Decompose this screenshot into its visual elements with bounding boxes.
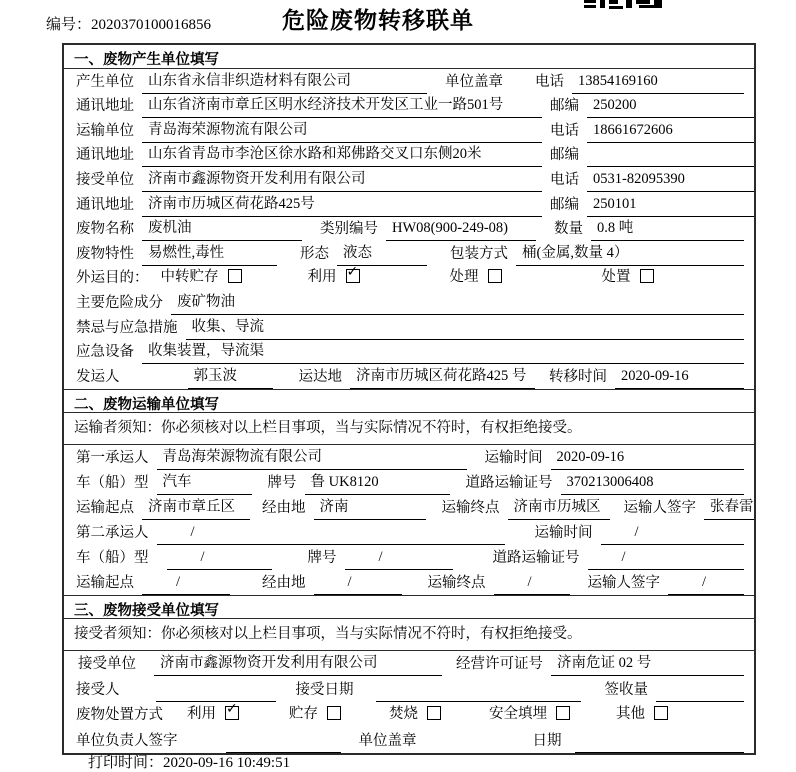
field-label: 外运目的： bbox=[76, 270, 149, 287]
form-row bbox=[64, 290, 754, 315]
section-notice: 接受者须知：你必须核对以上栏目事项，当与实际情况不符时，有权拒绝接受。 bbox=[64, 619, 754, 651]
checkbox-field bbox=[602, 266, 654, 291]
field-label: 单位盖章 bbox=[445, 73, 503, 90]
checkbox-label: 处置 bbox=[601, 269, 631, 286]
field-label: 单位盖章 bbox=[358, 732, 417, 749]
field-value: 济南 bbox=[314, 495, 426, 520]
field-label: 运输起点 bbox=[76, 574, 134, 591]
field-label: 经由地 bbox=[262, 499, 306, 516]
field-label: 电话 bbox=[550, 122, 579, 139]
form-row bbox=[64, 495, 754, 520]
serial-number: 2020370100016856 bbox=[91, 17, 212, 33]
field-label: 车（船）型 bbox=[76, 549, 149, 566]
field-value: / bbox=[588, 549, 745, 570]
form-section bbox=[64, 45, 754, 389]
field-label: 第二承运人 bbox=[76, 524, 149, 541]
page-title: 危险废物转移联单 bbox=[282, 8, 474, 34]
field-label: 经由地 bbox=[262, 574, 306, 591]
section-notice: 运输者须知：你必须核对以上栏目事项，当与实际情况不符时，有权拒绝接受。 bbox=[64, 413, 754, 445]
field-value: 桶(金属,数量 4） bbox=[516, 241, 744, 266]
field-value: 收集、导流 bbox=[186, 315, 745, 340]
field-value: 山东省青岛市李沧区徐水路和郑佛路交叉口东侧20米 bbox=[142, 143, 542, 168]
form-row bbox=[64, 702, 754, 728]
field-value: 370213006408 bbox=[561, 474, 745, 495]
field-label: 电话 bbox=[550, 171, 579, 188]
field-label: 通讯地址 bbox=[76, 98, 134, 115]
qr-code-fragment bbox=[584, 0, 662, 9]
form-row bbox=[64, 192, 754, 217]
checkbox-checked[interactable] bbox=[346, 265, 360, 283]
field-label: 运输人签字 bbox=[587, 574, 660, 591]
field-value: 鲁 UK8120 bbox=[305, 470, 450, 495]
form-row bbox=[64, 570, 754, 595]
field-label: 接受单位 bbox=[78, 656, 136, 673]
blank-field bbox=[226, 733, 341, 753]
checkbox-field bbox=[389, 702, 441, 727]
field-value: 济南市历城区荷花路425号 bbox=[142, 192, 542, 217]
form-section bbox=[64, 595, 754, 753]
field-label: 邮编 bbox=[550, 98, 579, 115]
field-label: 邮编 bbox=[550, 147, 579, 164]
checkbox-label: 中转贮存 bbox=[160, 269, 219, 286]
field-label: 禁忌与应急措施 bbox=[76, 319, 178, 336]
form-row bbox=[64, 167, 754, 192]
form-row bbox=[64, 69, 754, 94]
field-value: 0531-82095390 bbox=[587, 171, 754, 192]
form-row bbox=[64, 651, 754, 677]
field-value: 2020-09-16 bbox=[551, 449, 745, 470]
checkbox-field bbox=[489, 702, 570, 727]
field-value: 济南市历城区荷花路425 号 bbox=[350, 364, 535, 389]
field-label: 数量 bbox=[554, 221, 583, 238]
field-label: 通讯地址 bbox=[76, 196, 134, 213]
print-time-label: 打印时间： bbox=[88, 755, 164, 771]
blank-field bbox=[376, 682, 581, 702]
checkbox-unchecked[interactable] bbox=[327, 706, 341, 720]
form-row bbox=[64, 315, 754, 340]
field-label: 废物特性 bbox=[76, 245, 134, 262]
field-label: 电话 bbox=[535, 73, 564, 90]
checkbox-unchecked[interactable] bbox=[488, 269, 502, 283]
field-value: 13854169160 bbox=[572, 73, 744, 94]
field-value: / bbox=[157, 524, 505, 545]
field-label: 产生单位 bbox=[76, 73, 134, 90]
field-label: 经营许可证号 bbox=[456, 656, 543, 673]
form-row bbox=[64, 676, 754, 702]
checkbox-field bbox=[616, 702, 668, 727]
print-time bbox=[88, 751, 290, 772]
field-value: / bbox=[345, 549, 453, 570]
field-value: / bbox=[494, 574, 570, 595]
form-row bbox=[64, 143, 754, 168]
field-value: 张春雷 bbox=[704, 495, 754, 520]
form-row bbox=[64, 217, 754, 242]
field-label: 运输人签字 bbox=[623, 499, 696, 516]
field-value: 济南市鑫源物资开发利用有限公司 bbox=[154, 651, 442, 676]
field-label: 接受单位 bbox=[76, 171, 134, 188]
field-value: 废矿物油 bbox=[171, 290, 744, 315]
manifest-form-table bbox=[62, 43, 756, 755]
field-label: 通讯地址 bbox=[76, 147, 134, 164]
field-label: 牌号 bbox=[267, 474, 297, 491]
field-value: 易燃性,毒性 bbox=[142, 241, 277, 266]
field-value: 山东省永信非织造材料有限公司 bbox=[142, 69, 427, 94]
field-value: 18661672606 bbox=[587, 122, 754, 143]
field-label: 运输单位 bbox=[76, 122, 134, 139]
field-label: 接受人 bbox=[76, 681, 120, 698]
field-value: 郭玉波 bbox=[188, 364, 273, 389]
checkbox-field bbox=[308, 266, 360, 291]
section-title: 一、废物产生单位填写 bbox=[64, 45, 754, 69]
field-value: 液态 bbox=[337, 241, 427, 266]
print-time-value: 2020-09-16 10:49:51 bbox=[163, 755, 291, 771]
field-value: / bbox=[314, 574, 402, 595]
checkbox-checked[interactable] bbox=[225, 701, 239, 720]
field-value: / bbox=[142, 574, 230, 595]
field-value: 收集装置，导流渠 bbox=[142, 340, 744, 365]
field-label: 包装方式 bbox=[450, 245, 508, 262]
checkbox-unchecked[interactable] bbox=[427, 706, 441, 720]
field-label: 运输终点 bbox=[427, 574, 486, 591]
checkbox-label: 焚烧 bbox=[389, 706, 418, 723]
field-value: 山东省济南市章丘区明水经济技术开发区工业一路501号 bbox=[142, 94, 542, 119]
form-row bbox=[64, 445, 754, 470]
form-row bbox=[64, 364, 754, 389]
form-row bbox=[64, 241, 754, 266]
check-icon: ✓ bbox=[226, 701, 238, 717]
field-value: 济南市历城区 bbox=[508, 495, 610, 520]
form-row bbox=[64, 266, 754, 291]
field-value: 济南市鑫源物资开发利用有限公司 bbox=[142, 167, 542, 192]
field-value: / bbox=[167, 549, 272, 570]
field-value: 250200 bbox=[587, 97, 754, 118]
field-label: 转移时间 bbox=[549, 368, 607, 385]
section-title: 二、废物运输单位填写 bbox=[64, 389, 754, 413]
field-label: 签收量 bbox=[604, 681, 648, 698]
checkbox-field bbox=[161, 266, 242, 291]
field-label: 单位负责人签字 bbox=[76, 732, 178, 749]
checkbox-unchecked[interactable] bbox=[228, 269, 242, 283]
form-section bbox=[64, 389, 754, 595]
field-value: 0.8 吨 bbox=[591, 217, 744, 242]
checkbox-label: 安全填埋 bbox=[489, 706, 547, 723]
checkbox-field bbox=[450, 266, 502, 291]
field-label: 废物处置方式 bbox=[76, 707, 163, 724]
field-label: 第一承运人 bbox=[76, 449, 149, 466]
checkbox-unchecked[interactable] bbox=[654, 706, 668, 720]
field-value: 汽车 bbox=[157, 470, 252, 495]
field-label: 车（船）型 bbox=[76, 474, 149, 491]
form-row bbox=[64, 727, 754, 753]
field-label: 日期 bbox=[532, 732, 562, 749]
field-label: 接受日期 bbox=[295, 681, 354, 698]
blank-field bbox=[575, 733, 745, 753]
field-value: 济南危证 02 号 bbox=[551, 651, 744, 676]
field-label: 运输时间 bbox=[484, 449, 543, 466]
section-title: 三、废物接受单位填写 bbox=[64, 595, 754, 619]
form-row bbox=[64, 520, 754, 545]
checkbox-label: 利用 bbox=[307, 269, 337, 286]
checkbox-unchecked[interactable] bbox=[640, 269, 654, 283]
field-value: / bbox=[668, 574, 744, 595]
form-row bbox=[64, 94, 754, 119]
check-icon: ✓ bbox=[346, 265, 359, 280]
field-value: 青岛海荣源物流有限公司 bbox=[157, 445, 467, 470]
blank-field bbox=[156, 682, 276, 702]
field-label: 类别编号 bbox=[320, 221, 378, 238]
field-label: 发运人 bbox=[76, 368, 120, 385]
field-value: 济南市章丘区 bbox=[142, 495, 250, 520]
serial-label: 编号： bbox=[46, 17, 92, 33]
field-label: 运输时间 bbox=[534, 524, 593, 541]
checkbox-field bbox=[289, 702, 341, 727]
form-row bbox=[64, 118, 754, 143]
form-row bbox=[64, 470, 754, 495]
field-value: 250101 bbox=[587, 196, 754, 217]
field-label: 主要危险成分 bbox=[76, 294, 163, 311]
field-label: 邮编 bbox=[550, 196, 579, 213]
field-label: 运输终点 bbox=[441, 499, 500, 516]
field-label: 道路运输证号 bbox=[465, 474, 553, 491]
field-value: / bbox=[601, 524, 745, 545]
blank-field bbox=[587, 147, 754, 167]
form-row bbox=[64, 340, 754, 365]
form-row bbox=[64, 545, 754, 570]
field-label: 牌号 bbox=[307, 549, 337, 566]
checkbox-label: 其他 bbox=[616, 706, 645, 723]
field-label: 应急设备 bbox=[76, 344, 134, 361]
field-label: 运达地 bbox=[298, 368, 342, 385]
checkbox-label: 处理 bbox=[449, 269, 479, 286]
field-value: 青岛海荣源物流有限公司 bbox=[142, 118, 542, 143]
field-label: 形态 bbox=[300, 245, 329, 262]
field-value: 2020-09-16 bbox=[615, 368, 744, 389]
field-label: 道路运输证号 bbox=[492, 549, 580, 566]
checkbox-label: 贮存 bbox=[289, 706, 318, 723]
blank-field bbox=[656, 682, 744, 702]
checkbox-label: 利用 bbox=[187, 706, 216, 723]
field-value: 废机油 bbox=[142, 217, 302, 242]
field-label: 运输起点 bbox=[76, 499, 134, 516]
field-value: HW08(900-249-08) bbox=[386, 220, 536, 241]
checkbox-field bbox=[187, 702, 239, 727]
field-label: 废物名称 bbox=[76, 221, 134, 238]
checkbox-unchecked[interactable] bbox=[556, 706, 570, 720]
